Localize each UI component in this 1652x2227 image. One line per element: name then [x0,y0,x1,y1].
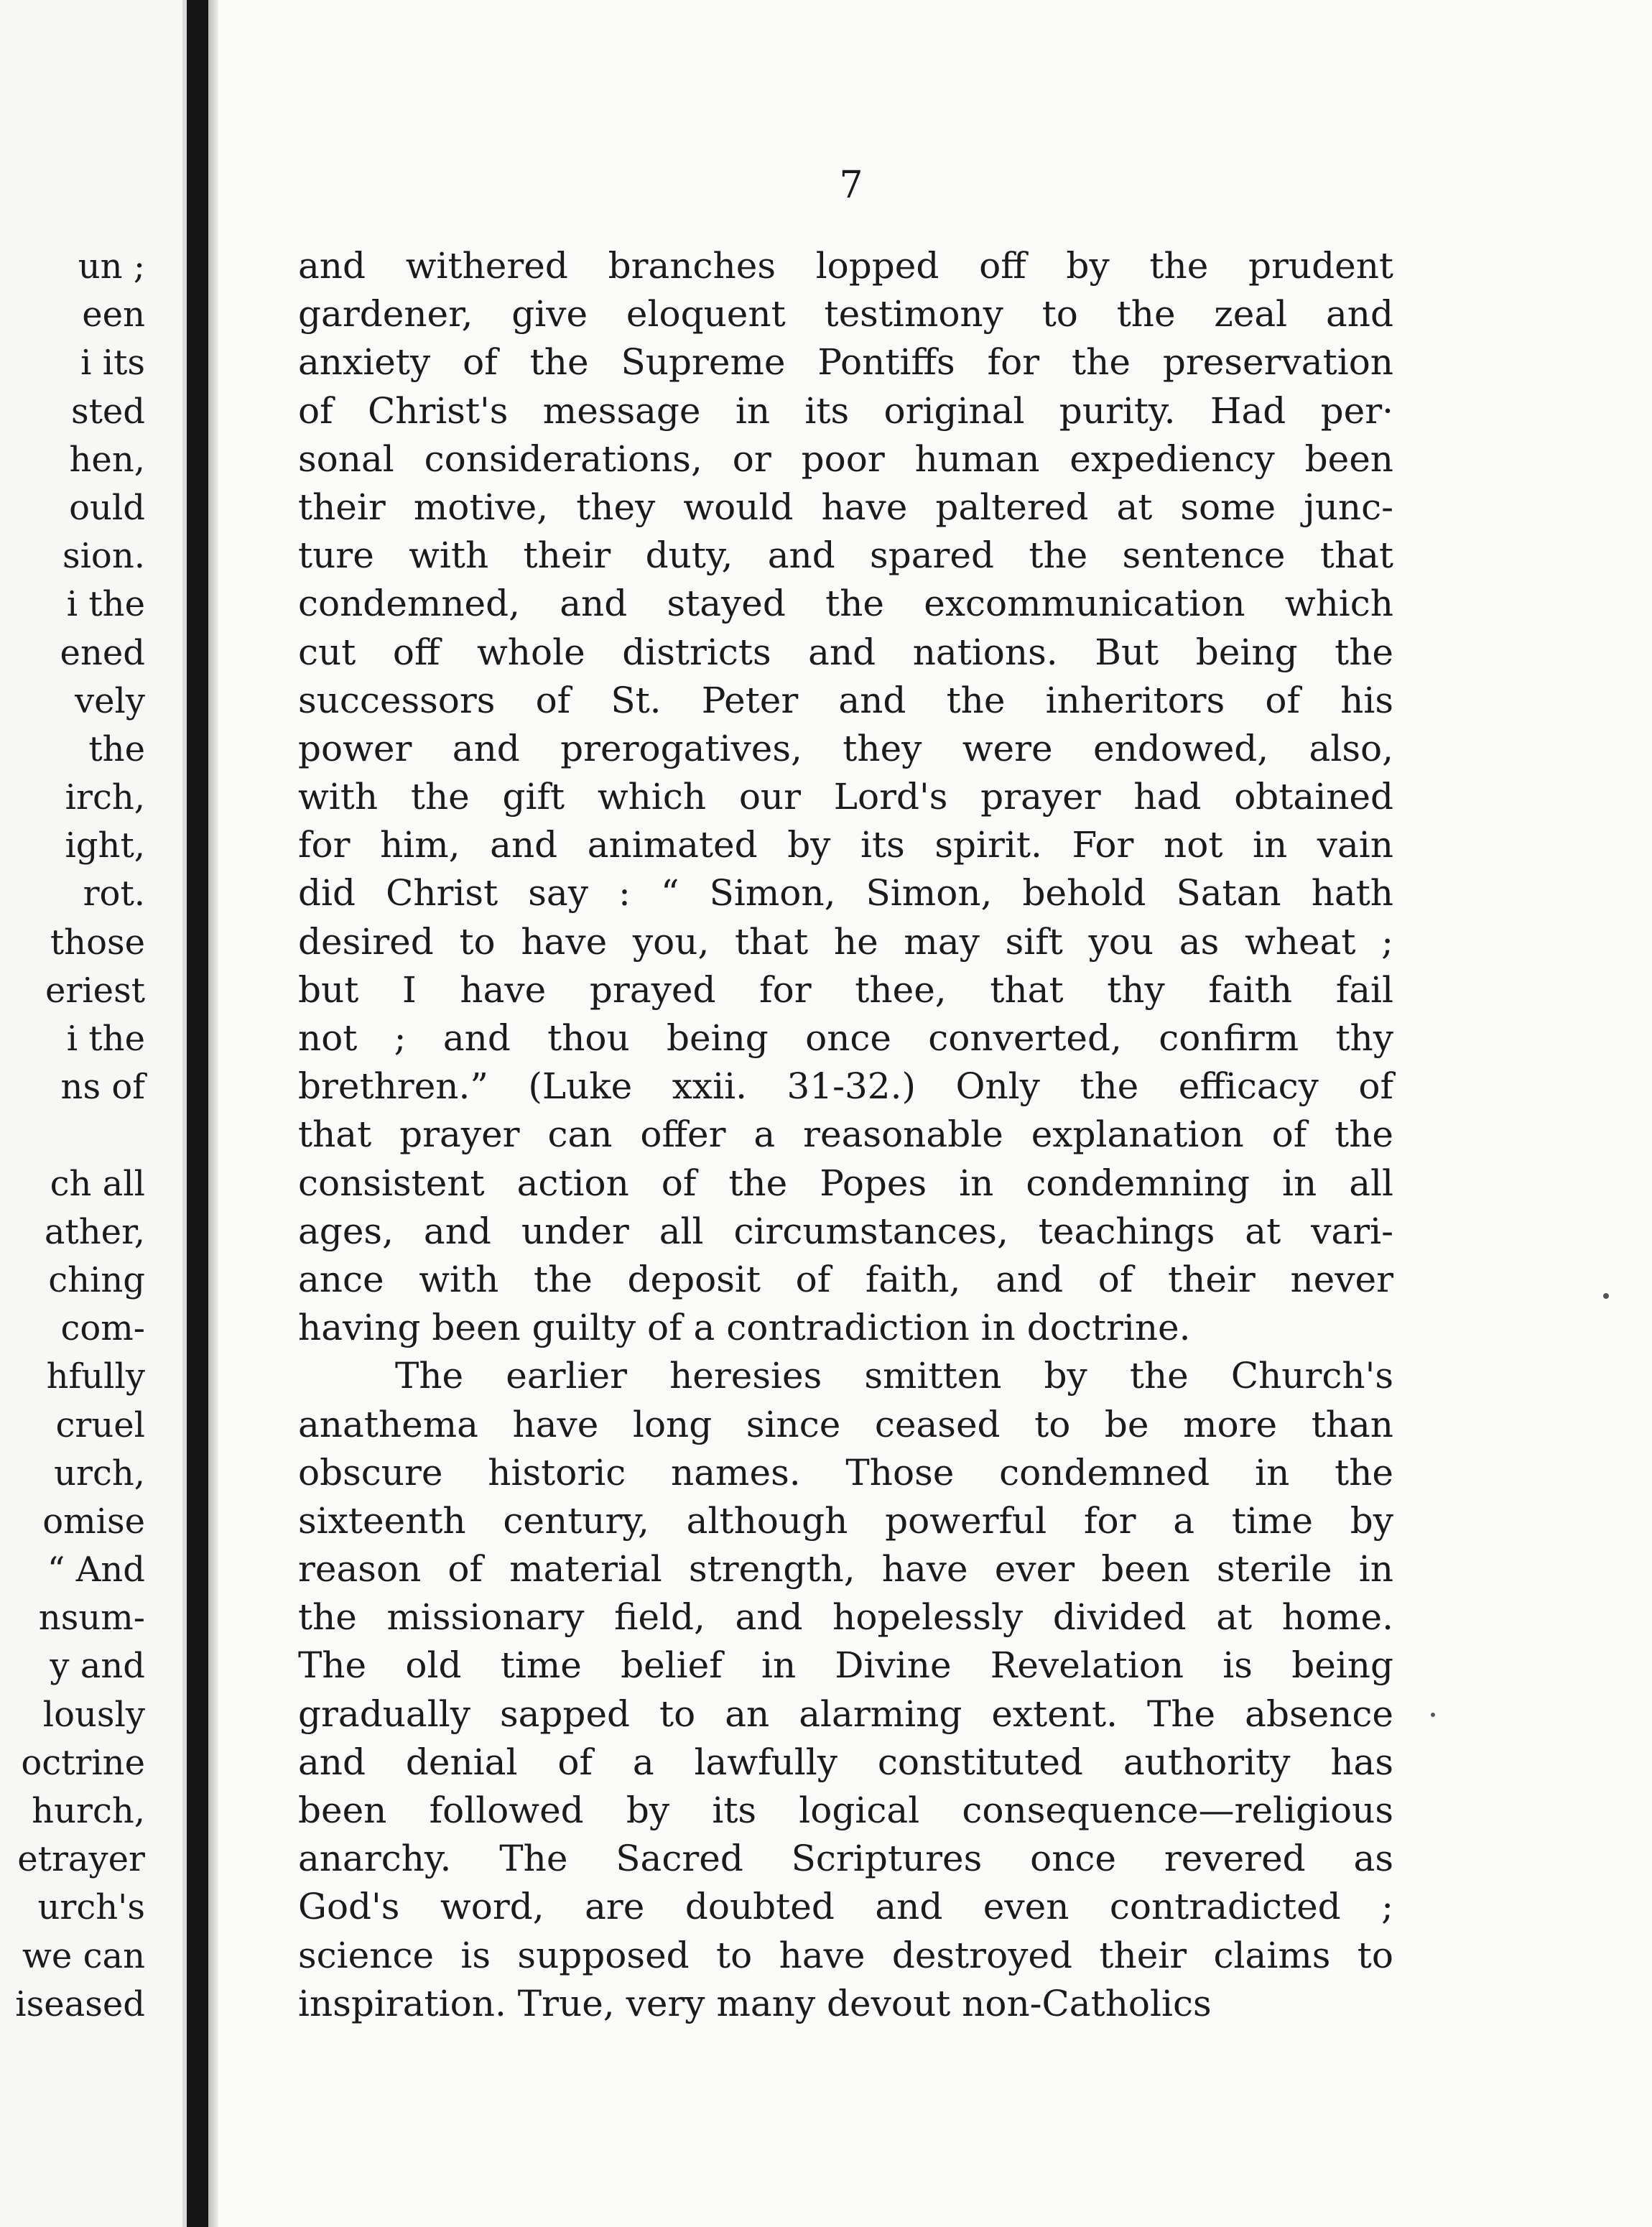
left-page-line: hfully [46,1356,145,1397]
text-line: anxiety of the Supreme Pontiffs for the preservation [298,341,1393,384]
ink-speck [1603,1293,1609,1299]
text-line: did Christ say : “ Simon, Simon, behold Satan hath [298,872,1393,915]
text-line: ages, and under all circumstances, teachings at vari- [298,1210,1393,1252]
left-page-line: we can [22,1935,145,1976]
text-line: reason of material strength, have ever been sterile in [298,1548,1393,1591]
left-page-line: ns of [60,1067,145,1108]
left-page-line: ather, [44,1211,145,1252]
left-page-line: omise [42,1501,145,1542]
left-page-line: urch's [37,1887,145,1928]
text-line: and denial of a lawfully constituted authority has [298,1741,1393,1783]
left-page-line: i its [80,343,145,384]
text-line: science is supposed to have destroyed their claims to [298,1934,1393,1976]
text-line: not ; and thou being once converted, confirm thy [298,1017,1393,1059]
left-page-text [0,243,145,2029]
left-page-line: sion. [62,536,145,577]
left-page-line: ching [48,1259,145,1300]
text-line: consistent action of the Popes in condemning in all [298,1162,1393,1204]
text-line: The earlier heresies smitten by the Church's [395,1355,1393,1397]
left-page-line: lously [42,1694,145,1735]
left-page-line: vely [75,680,145,721]
left-page-line: eriest [45,970,145,1011]
text-line: gradually sapped to an alarming extent. The absence [298,1693,1393,1735]
left-page-line: irch, [65,777,145,818]
text-line: God's word, are doubted and even contradicted ; [298,1886,1393,1928]
text-line: having been guilty of a contradiction in doctrine. [298,1307,1191,1349]
left-page-line: “ And [47,1550,145,1591]
left-page-fragment [0,0,182,2227]
text-line: been followed by its logical consequence—religious [298,1790,1393,1831]
text-line: The old time belief in Divine Revelation is being [298,1644,1393,1687]
left-page-line: ch all [50,1163,145,1204]
book-spine [187,0,208,2227]
text-line: anarchy. The Sacred Scriptures once revered as [298,1838,1393,1880]
text-line: successors of St. Peter and the inheritors of his [298,679,1393,721]
left-page-line [0,1111,145,1159]
left-page-line: those [50,922,145,963]
left-page-line: sted [70,391,145,432]
left-page-line: i the [66,584,145,625]
text-line: brethren.” (Luke xxii. 31-32.) Only the efficacy of [298,1065,1393,1108]
text-line: of Christ's message in its original purity. Had per· [298,389,1393,432]
text-line: the missionary field, and hopelessly divided at home. [298,1596,1393,1639]
text-line: ance with the deposit of faith, and of their never [298,1258,1393,1300]
left-page-line: rot. [83,874,145,915]
text-line: that prayer can offer a reasonable explanation of the [298,1114,1393,1156]
text-line: their motive, they would have paltered at some junc- [298,486,1393,528]
left-page-line: hurch, [32,1791,145,1831]
text-line: for him, and animated by its spirit. For not in vain [298,824,1393,866]
left-page-line: nsum- [38,1598,145,1639]
text-line: with the gift which our Lord's prayer had obtained [298,776,1393,818]
left-page-line: een [82,295,145,335]
text-line: but I have prayed for thee, that thy faith fail [298,968,1393,1011]
left-page-line: ened [60,632,145,673]
left-page-line: un ; [78,246,145,287]
left-page-line: ight, [65,825,145,866]
left-page-line: com- [60,1308,145,1349]
text-line: power and prerogatives, they were endowed, also, [298,727,1393,769]
text-line: inspiration. True, very many devout non-Catholics [298,1982,1212,2024]
text-line: sonal considerations, or poor human expediency been [298,437,1393,480]
left-page-line: i the [66,1019,145,1059]
text-line: condemned, and stayed the excommunication which [298,583,1393,625]
text-line: obscure historic names. Those condemned in the [298,1451,1393,1494]
left-page-line: urch, [54,1453,145,1494]
ink-speck [1431,1713,1435,1717]
body-text [298,242,1393,2028]
left-page-line: ould [69,487,145,528]
left-page-line: etrayer [17,1839,145,1880]
text-line: sixteenth century, although powerful for a time by [298,1499,1393,1542]
left-page-line: y and [50,1646,145,1687]
text-line: desired to have you, that he may sift you as wheat ; [298,920,1393,963]
left-page-line: octrine [21,1742,145,1783]
page-number: 7 [839,164,863,207]
text-line: cut off whole districts and nations. But being the [298,631,1393,673]
left-page-line: cruel [55,1404,145,1445]
left-page-line: hen, [69,439,145,480]
text-line: and withered branches lopped off by the prudent [298,245,1393,287]
left-page-line: iseased [15,1983,145,2024]
text-line: ture with their duty, and spared the sentence that [298,534,1393,577]
spine-shadow [208,0,218,2227]
text-line: anathema have long since ceased to be more than [298,1403,1393,1445]
left-page-line: the [88,728,145,769]
text-line: gardener, give eloquent testimony to the zeal and [298,293,1393,335]
